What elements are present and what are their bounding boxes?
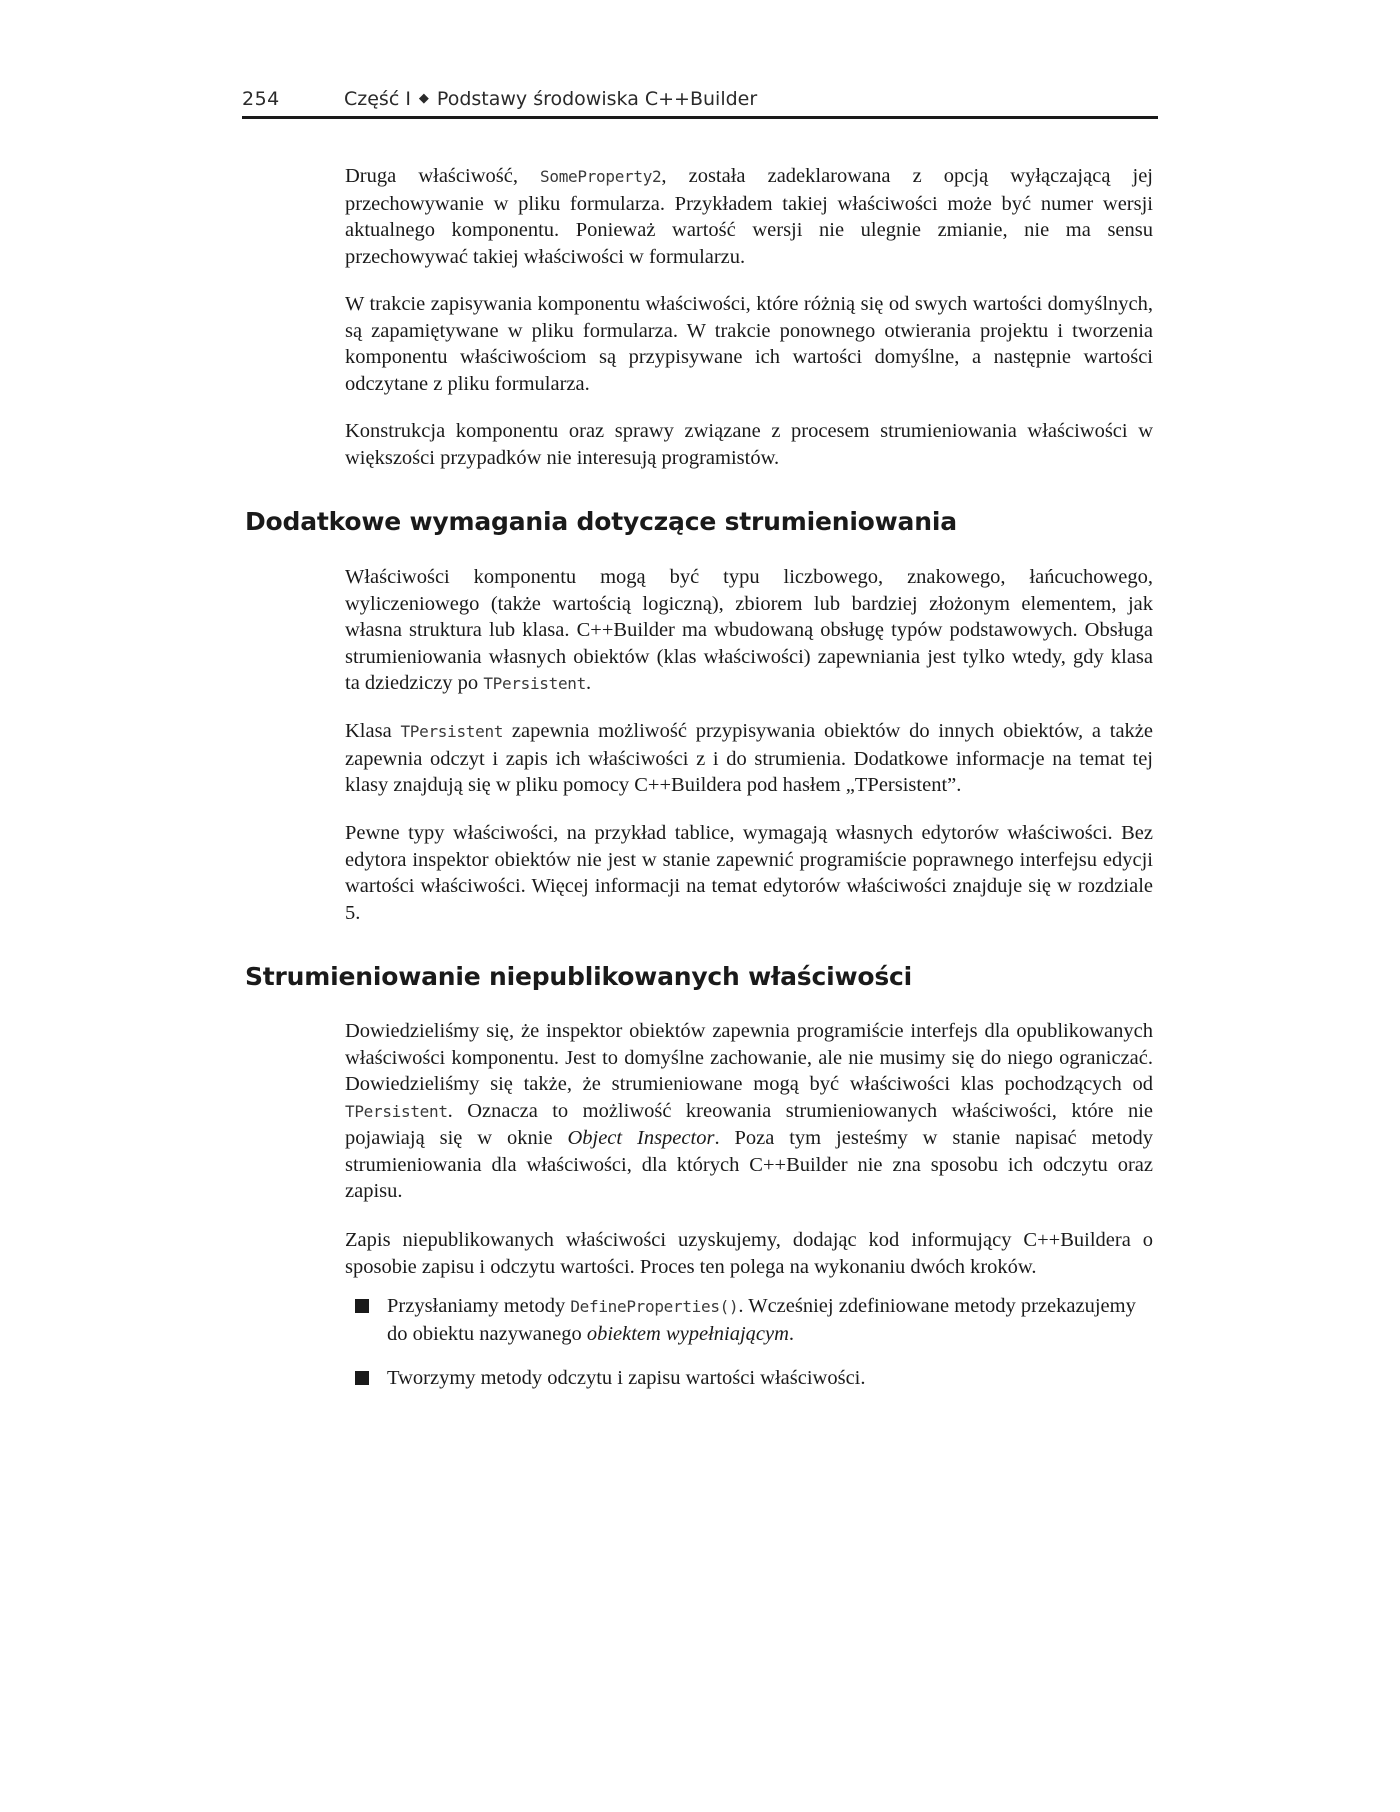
part-label: Część I	[344, 88, 411, 110]
square-bullet-icon	[355, 1299, 369, 1313]
section1-paragraph-1-block	[345, 564, 1153, 698]
header-rule	[242, 116, 1158, 119]
section1-paragraph-3-block	[345, 820, 1153, 926]
text-run: . Wcześniej zdefiniowane metody przekazujemy do obiektu nazywanego	[387, 1295, 1136, 1345]
text-run: . Oznacza to możliwość kreowania strumieniowanych właściwości, które nie pojawiają się w oknie	[345, 1099, 1153, 1149]
text-run: .	[585, 672, 592, 694]
section-heading-2: Strumieniowanie niepublikowanych właściwości	[245, 962, 913, 991]
intro-paragraph-3-block	[345, 418, 1153, 471]
text-run: zapewnia możliwość przypisywania obiektów do innych obiektów, a także zapewnia odczyt i zapis ich właściwości z i do strumienia. Dodatkowe informacje na temat tej klasy znajdują się w pliku pomocy C++Buildera pod hasłem „TPersistent”.	[345, 720, 1153, 796]
square-bullet-icon	[355, 1371, 369, 1385]
intro-paragraph-2-block	[345, 291, 1153, 397]
bullet-list	[355, 1293, 1155, 1410]
intro-paragraph-1-block	[345, 163, 1153, 270]
section1-paragraph-1	[345, 564, 1153, 698]
section2-paragraph-1-block	[345, 1018, 1153, 1205]
section1-paragraph-3: Pewne typy właściwości, na przykład tablice, wymagają własnych edytorów właściwości. Bez edytora inspektor obiektów nie jest w stanie zapewnić programiście poprawnego interfejsu edycji wartości właściwości. Więcej informacji na temat edytorów właściwości znajduje się w rozdziale 5.	[345, 822, 1153, 924]
section1-paragraph-2-block	[345, 718, 1153, 799]
text-run: .	[788, 1322, 795, 1345]
section2-paragraph-1	[345, 1018, 1153, 1205]
list-item-text	[387, 1293, 1155, 1347]
page-number: 254	[242, 88, 280, 110]
intro-paragraph-2: W trakcie zapisywania komponentu właściwości, które różnią się od swych wartości domyślnych, są zapamiętywane w pliku formularza. W trakcie ponownego otwierania projektu i tworzenia komponentu właściwościom są przypisywane ich wartości domyślne, a następnie wartości odczytane z pliku formularza.	[345, 293, 1153, 395]
code-term: TPersistent	[400, 722, 504, 741]
section-heading-1: Dodatkowe wymagania dotyczące strumieniowania	[245, 507, 957, 536]
text-run: Przysłaniamy metody	[387, 1295, 571, 1317]
text-run: . Poza tym jesteśmy w stanie napisać metody strumieniowania dla właściwości, dla których C++Builder nie zna sposobu ich odczytu oraz zapisu.	[345, 1127, 1153, 1202]
text-run: Dowiedzieliśmy się, że inspektor obiektów zapewnia programiście interfejs dla opublikowanych właściwości komponentu. Jest to domyślne zachowanie, ale nie musimy się do niego ograniczać. Dowiedzieliśmy się także, że strumieniowane mogą być właściwości klas pochodzących od	[345, 1020, 1153, 1095]
chapter-title: Podstawy środowiska C++Builder	[436, 88, 758, 110]
diamond-separator-icon: ◆	[418, 90, 429, 106]
text-run: Właściwości komponentu mogą być typu liczbowego, znakowego, łańcuchowego, wyliczeniowego (także wartością logiczną), zbiorem lub bardziej złożonym elementem, jak własna struktura lub klasa. C++Builder ma wbudowaną obsługę typów podstawowych. Obsługa strumieniowania własnych obiektów (klas właściwości) zapewniania jest tylko wtedy, gdy klasa ta dziedziczy po	[345, 566, 1153, 694]
list-item	[355, 1365, 1155, 1392]
list-item-text: Tworzymy metody odczytu i zapisu wartości właściwości.	[387, 1367, 866, 1389]
text-run: Druga właściwość,	[345, 165, 541, 187]
section1-paragraph-2	[345, 718, 1153, 799]
italic-term: obiektem wypełniającym	[586, 1322, 789, 1345]
running-head	[242, 84, 1158, 114]
code-term: SomeProperty2	[540, 167, 662, 186]
code-term: TPersistent	[483, 674, 586, 693]
section2-paragraph-2-block	[345, 1227, 1153, 1280]
code-term: DefineProperties()	[570, 1297, 739, 1316]
intro-paragraph-1	[345, 163, 1153, 270]
list-item	[355, 1293, 1155, 1347]
italic-term: Object Inspector	[567, 1127, 715, 1149]
section2-paragraph-2: Zapis niepublikowanych właściwości uzyskujemy, dodając kod informujący C++Buildera o sposobie zapisu i odczytu wartości. Proces ten polega na wykonaniu dwóch kroków.	[345, 1229, 1153, 1278]
text-run: , została zadeklarowana z opcją wyłączającą jej przechowywanie w pliku formularza. Przykładem takiej właściwości może być numer wersji aktualnego komponentu. Ponieważ wartość wersji nie ulegnie zmianie, nie ma sensu przechowywać takiej właściwości w formularzu.	[345, 165, 1153, 268]
code-term: TPersistent	[345, 1101, 448, 1121]
intro-paragraph-3: Konstrukcja komponentu oraz sprawy związane z procesem strumieniowania właściwości w większości przypadków nie interesują programistów.	[345, 420, 1153, 469]
text-run: Klasa	[345, 720, 401, 742]
